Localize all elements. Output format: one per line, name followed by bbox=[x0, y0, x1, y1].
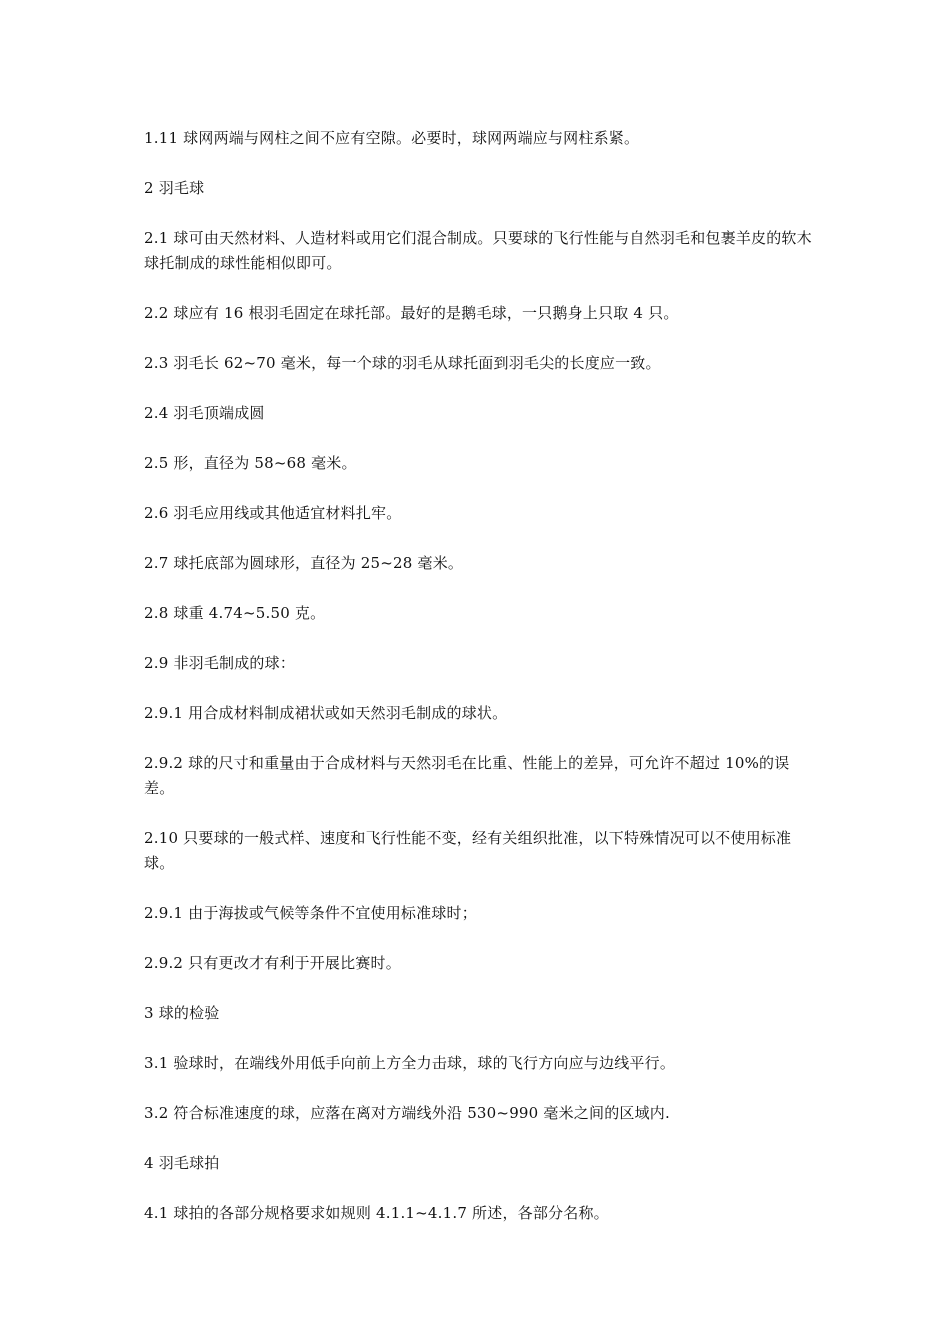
paragraph-3-1-test-method: 3.1 验球时，在端线外用低手向前上方全力击球，球的飞行方向应与边线平行。 bbox=[144, 1054, 676, 1072]
heading-2-shuttlecock: 2 羽毛球 bbox=[144, 179, 205, 197]
paragraph-2-9-1-altitude: 2.9.1 由于海拔或气候等条件不宜使用标准球时； bbox=[144, 904, 477, 922]
paragraph-2-9-2-tolerance: 2.9.2 球的尺寸和重量由于合成材料与天然羽毛在比重、性能上的差异，可允许不超过 10%的误差。 bbox=[144, 754, 790, 797]
paragraph-2-4-feather-tips: 2.4 羽毛顶端成圆 bbox=[144, 404, 265, 422]
paragraph-2-9-1-synthetic: 2.9.1 用合成材料制成裙状或如天然羽毛制成的球状。 bbox=[144, 704, 508, 722]
paragraph-1-11-net-ends: 1.11 球网两端与网柱之间不应有空隙。必要时，球网两端应与网柱系紧。 bbox=[144, 129, 640, 147]
paragraph-2-1-materials: 2.1 球可由天然材料、人造材料或用它们混合制成。只要球的飞行性能与自然羽毛和包裹羊皮的软木球托制成的球性能相似即可。 bbox=[144, 229, 812, 272]
paragraph-2-8-weight: 2.8 球重 4.74~5.50 克。 bbox=[144, 604, 326, 622]
paragraph-2-2-feathers: 2.2 球应有 16 根羽毛固定在球托部。最好的是鹅毛球，一只鹅身上只取 4 只。 bbox=[144, 304, 679, 322]
paragraph-3-2-landing-zone: 3.2 符合标准速度的球，应落在离对方端线外沿 530~990 毫米之间的区域内. bbox=[144, 1104, 670, 1122]
paragraph-2-10-exceptions: 2.10 只要球的一般式样、速度和飞行性能不变，经有关组织批准，以下特殊情况可以不使用标准球。 bbox=[144, 829, 792, 872]
heading-4-racket: 4 羽毛球拍 bbox=[144, 1154, 220, 1172]
paragraph-2-6-binding: 2.6 羽毛应用线或其他适宜材料扎牢。 bbox=[144, 504, 402, 522]
heading-3-shuttle-testing: 3 球的检验 bbox=[144, 1004, 220, 1022]
document-body bbox=[144, 126, 816, 1251]
paragraph-2-7-base: 2.7 球托底部为圆球形，直径为 25~28 毫米。 bbox=[144, 554, 464, 572]
paragraph-2-9-2-competition: 2.9.2 只有更改才有利于开展比赛时。 bbox=[144, 954, 401, 972]
paragraph-2-3-feather-length: 2.3 羽毛长 62~70 毫米，每一个球的羽毛从球托面到羽毛尖的长度应一致。 bbox=[144, 354, 661, 372]
paragraph-2-9-non-feather: 2.9 非羽毛制成的球： bbox=[144, 654, 296, 672]
paragraph-4-1-racket-specs: 4.1 球拍的各部分规格要求如规则 4.1.1~4.1.7 所述，各部分名称。 bbox=[144, 1204, 609, 1222]
paragraph-2-5-diameter: 2.5 形，直径为 58~68 毫米。 bbox=[144, 454, 357, 472]
